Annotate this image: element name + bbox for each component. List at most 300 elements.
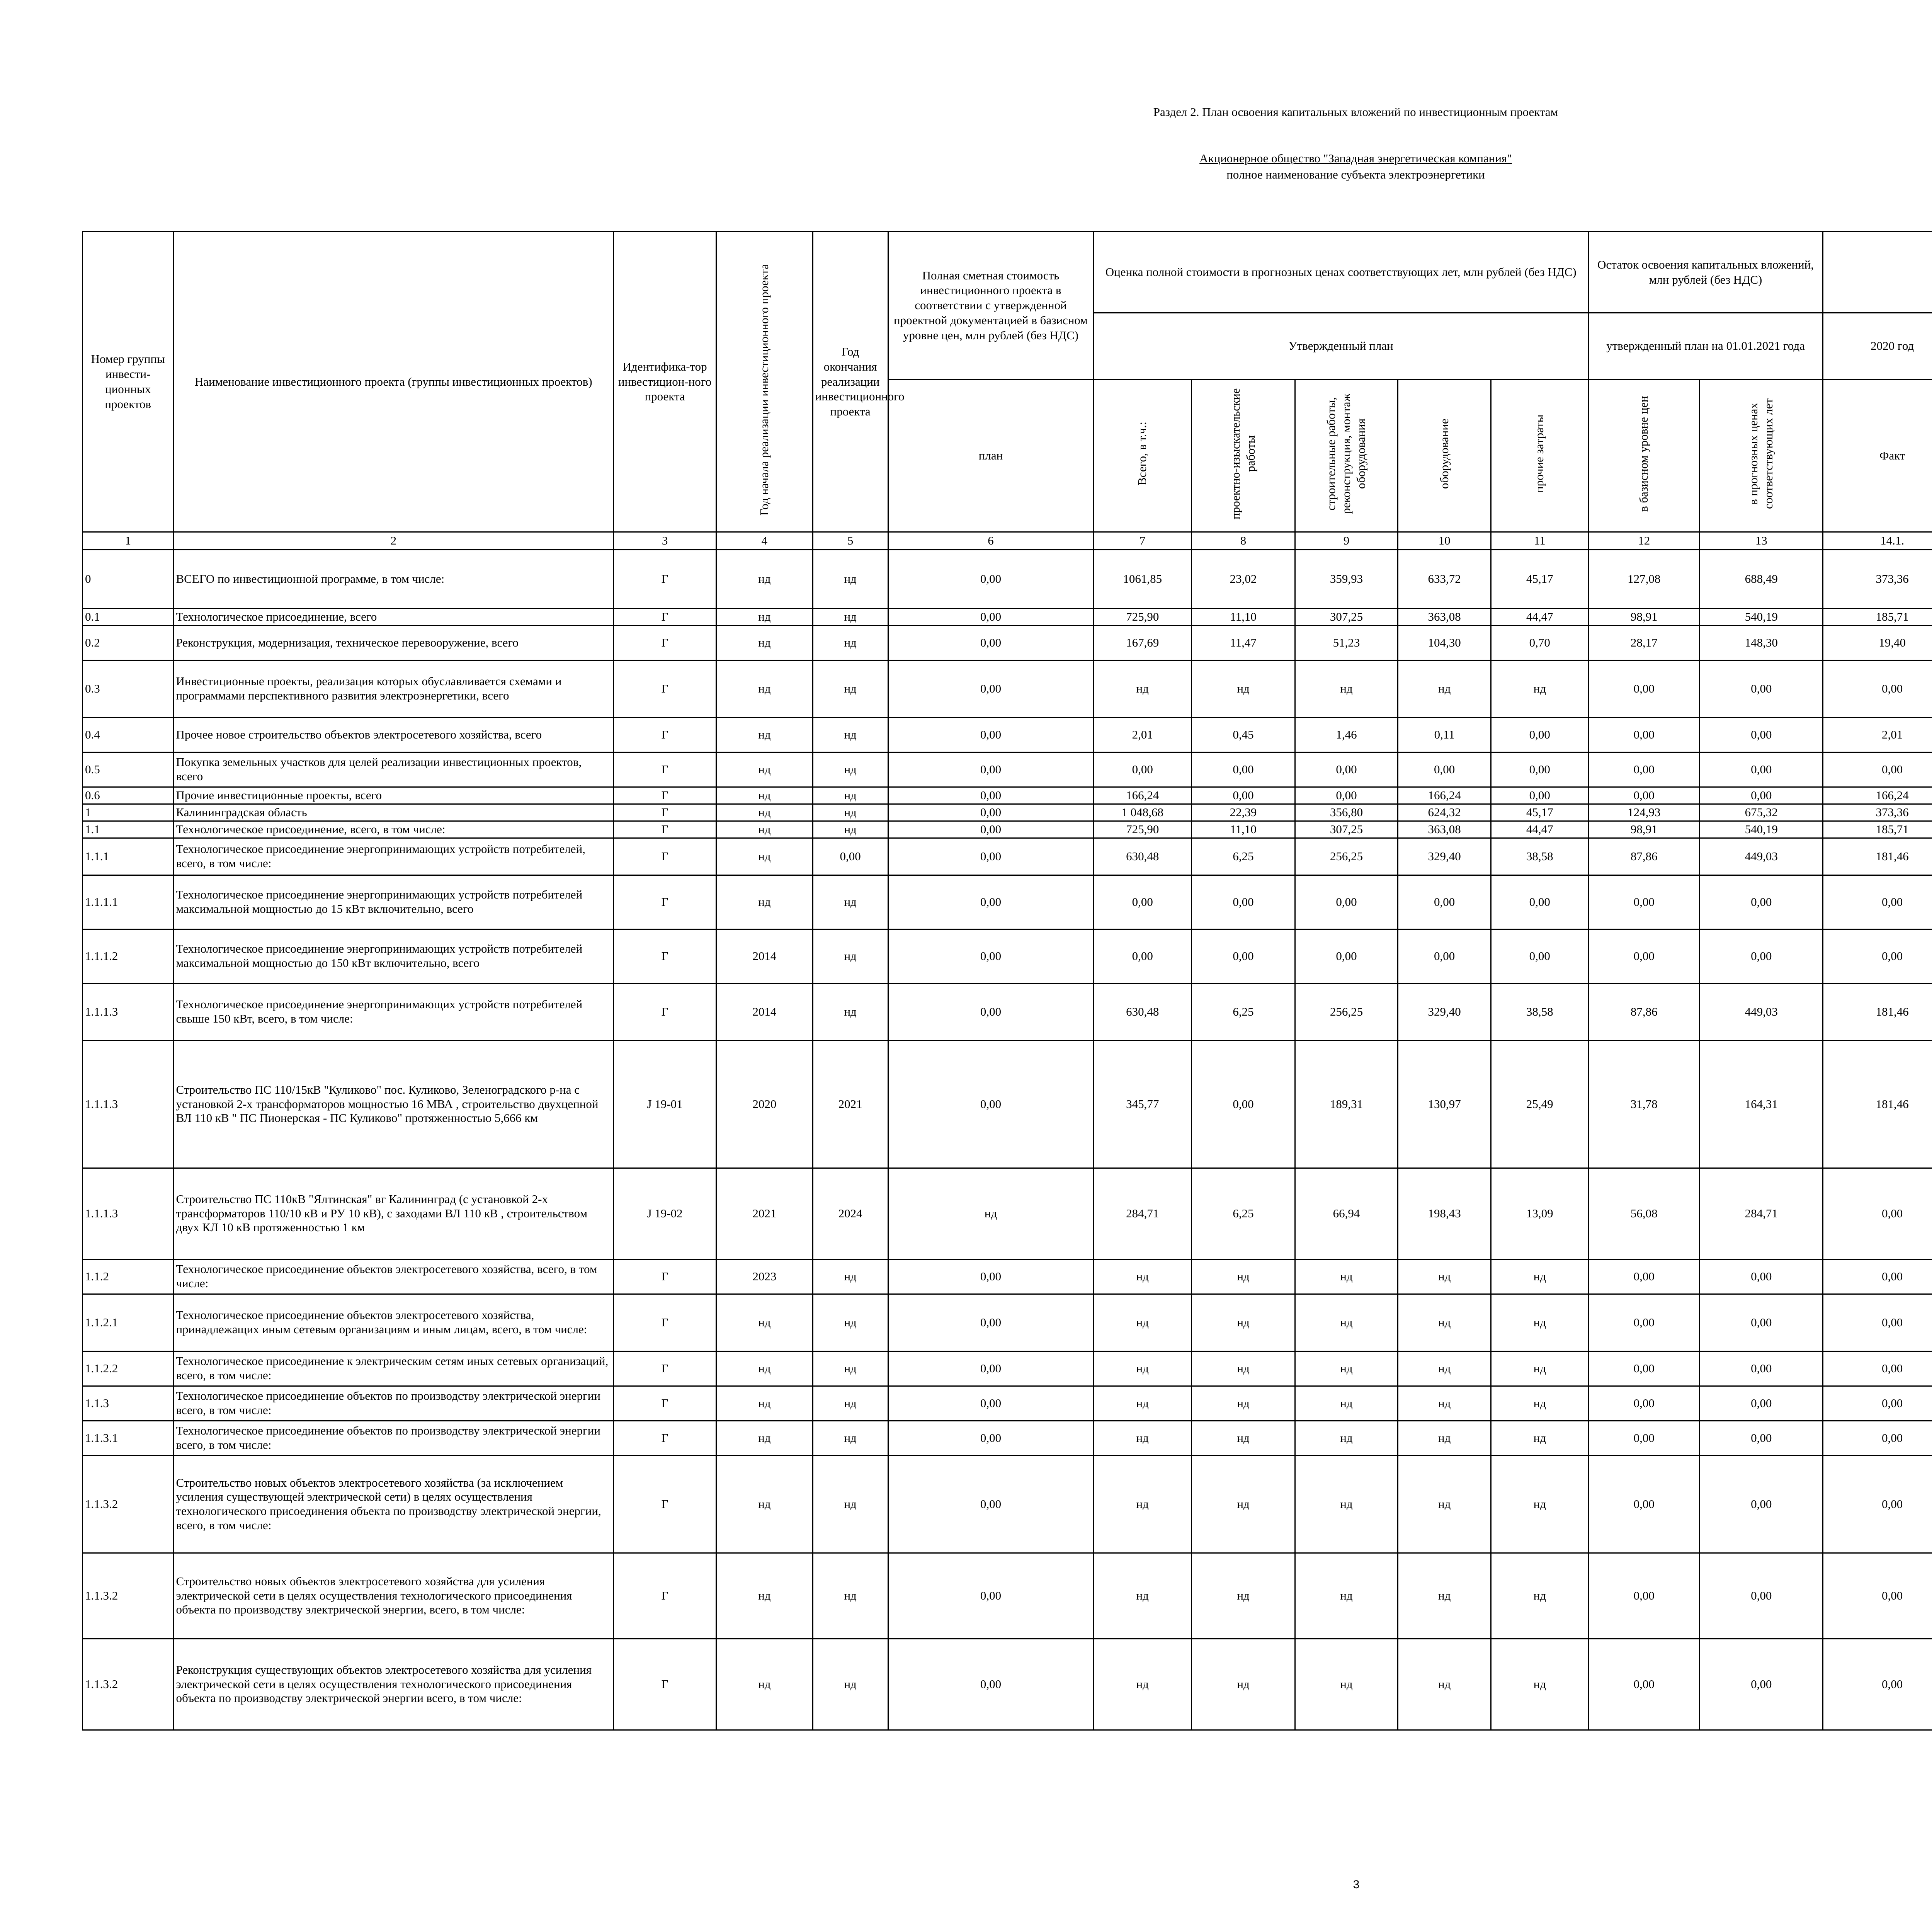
column-number: 9: [1295, 532, 1398, 550]
company-name: Акционерное общество "Западная энергетическая компания": [1199, 151, 1512, 165]
table-row: [83, 1168, 1932, 1259]
cell-full-cost-plan: 0,00: [888, 983, 1094, 1040]
cell-identifier: Г: [614, 1259, 716, 1294]
cell-est-other: нд: [1491, 1421, 1588, 1455]
cell-rem-base: 0,00: [1588, 717, 1700, 752]
cell-identifier: Г: [614, 660, 716, 717]
cell-row-number: 1: [83, 804, 173, 821]
cell-dev-2020-fact: 0,00: [1823, 1386, 1932, 1421]
cell-est-construction: 0,00: [1295, 752, 1398, 787]
cell-est-design: нд: [1192, 1639, 1295, 1730]
cell-row-number: 1.1.1.3: [83, 1168, 173, 1259]
cell-year-end: 2024: [813, 1168, 888, 1259]
cell-project-name: Технологическое присоединение объектов электросетевого хозяйства, принадлежащих иным сетевым организациям и иным лицам, всего, в том числе:: [173, 1294, 614, 1351]
cell-est-total: 0,00: [1094, 929, 1192, 983]
cell-row-number: 1.1.3.2: [83, 1553, 173, 1639]
cell-row-number: 1.1.1: [83, 838, 173, 875]
cell-est-design: 0,00: [1192, 929, 1295, 983]
column-number: 5: [813, 532, 888, 550]
cell-rem-forecast: 284,71: [1700, 1168, 1823, 1259]
cell-row-number: 0.2: [83, 625, 173, 660]
col-header-est-design: [1192, 380, 1295, 532]
cell-row-number: 1.1.2.1: [83, 1294, 173, 1351]
cell-year-end: нд: [813, 1639, 888, 1730]
cell-full-cost-plan: 0,00: [888, 1639, 1094, 1730]
cell-rem-forecast: 688,49: [1700, 550, 1823, 608]
column-numbers-row: [83, 532, 1932, 550]
column-number: 3: [614, 532, 716, 550]
cell-rem-forecast: 0,00: [1700, 1639, 1823, 1730]
cell-est-design: нд: [1192, 660, 1295, 717]
cell-identifier: Г: [614, 929, 716, 983]
cell-year-end: нд: [813, 1421, 888, 1455]
cell-row-number: 0: [83, 550, 173, 608]
col-header-est-other: [1491, 380, 1588, 532]
cell-est-other: 25,49: [1491, 1040, 1588, 1168]
cell-est-other: 0,00: [1491, 929, 1588, 983]
cell-dev-2020-fact: 0,00: [1823, 929, 1932, 983]
table-row: [83, 608, 1932, 625]
cell-rem-base: 0,00: [1588, 1639, 1700, 1730]
cell-est-equipment: 0,00: [1398, 929, 1491, 983]
cell-est-design: 0,00: [1192, 752, 1295, 787]
table-row: [83, 1455, 1932, 1553]
table-row: [83, 821, 1932, 838]
table-row: [83, 1259, 1932, 1294]
cell-est-other: 0,00: [1491, 717, 1588, 752]
column-number: 14.1.: [1823, 532, 1932, 550]
cell-rem-forecast: 540,19: [1700, 608, 1823, 625]
cell-rem-forecast: 0,00: [1700, 1259, 1823, 1294]
cell-year-start: нд: [716, 660, 813, 717]
cell-project-name: Технологическое присоединение энергопринимающих устройств потребителей максимальной мощностью до 150 кВт включительно, всего: [173, 929, 614, 983]
cell-est-other: нд: [1491, 1553, 1588, 1639]
cell-year-start: 2020: [716, 1040, 813, 1168]
cell-est-construction: 0,00: [1295, 875, 1398, 929]
cell-year-start: нд: [716, 1294, 813, 1351]
cell-rem-forecast: 148,30: [1700, 625, 1823, 660]
cell-est-design: нд: [1192, 1259, 1295, 1294]
cell-full-cost-plan: 0,00: [888, 550, 1094, 608]
cell-est-construction: 256,25: [1295, 838, 1398, 875]
cell-est-construction: 66,94: [1295, 1168, 1398, 1259]
cell-year-end: нд: [813, 821, 888, 838]
cell-project-name: Технологическое присоединение объектов электросетевого хозяйства, всего, в том числе:: [173, 1259, 614, 1294]
cell-project-name: Технологическое присоединение объектов по производству электрической энергии всего, в том числе:: [173, 1386, 614, 1421]
cell-identifier: Г: [614, 1386, 716, 1421]
cell-est-design: 11,47: [1192, 625, 1295, 660]
cell-year-start: 2014: [716, 983, 813, 1040]
cell-est-construction: 0,00: [1295, 929, 1398, 983]
cell-row-number: 1.1.1.2: [83, 929, 173, 983]
col-header-rem-base: [1588, 380, 1700, 532]
cell-est-equipment: нд: [1398, 1351, 1491, 1386]
cell-row-number: 0.5: [83, 752, 173, 787]
cell-year-start: нд: [716, 1455, 813, 1553]
cell-est-equipment: нд: [1398, 1386, 1491, 1421]
cell-rem-base: 28,17: [1588, 625, 1700, 660]
cell-identifier: Г: [614, 804, 716, 821]
cell-est-total: 630,48: [1094, 983, 1192, 1040]
cell-est-equipment: нд: [1398, 1553, 1491, 1639]
col-header-year-end: Год окончания реализации инвестиционного проекта: [813, 232, 888, 532]
cell-est-construction: нд: [1295, 1639, 1398, 1730]
col-header-estimate: Оценка полной стоимости в прогнозных ценах соответствующих лет, млн рублей (без НДС): [1094, 232, 1588, 313]
cell-est-other: нд: [1491, 1259, 1588, 1294]
cell-full-cost-plan: 0,00: [888, 1421, 1094, 1455]
cell-full-cost-plan: 0,00: [888, 717, 1094, 752]
cell-year-start: нд: [716, 821, 813, 838]
cell-rem-forecast: 449,03: [1700, 838, 1823, 875]
cell-est-other: нд: [1491, 1639, 1588, 1730]
col-header-est-construction: [1295, 380, 1398, 532]
column-number: 1: [83, 532, 173, 550]
cell-est-construction: 189,31: [1295, 1040, 1398, 1168]
cell-est-design: 11,10: [1192, 821, 1295, 838]
col-header-fact-2020: Факт: [1823, 380, 1932, 532]
cell-est-design: 0,00: [1192, 787, 1295, 804]
cell-full-cost-plan: 0,00: [888, 752, 1094, 787]
cell-est-equipment: 633,72: [1398, 550, 1491, 608]
col-header-full-cost-plan: план: [888, 380, 1094, 532]
cell-est-other: 44,47: [1491, 608, 1588, 625]
cell-project-name: Строительство новых объектов электросетевого хозяйства (за исключением усиления существующей электрической сети) в целях осуществления технологического присоединения объекта по производству электрической энергии, всего, в том числе:: [173, 1455, 614, 1553]
cell-est-construction: 0,00: [1295, 787, 1398, 804]
table-row: [83, 804, 1932, 821]
cell-full-cost-plan: нд: [888, 1168, 1094, 1259]
cell-year-end: нд: [813, 1294, 888, 1351]
cell-est-design: 22,39: [1192, 804, 1295, 821]
cell-full-cost-plan: 0,00: [888, 625, 1094, 660]
cell-full-cost-plan: 0,00: [888, 787, 1094, 804]
cell-dev-2020-fact: 19,40: [1823, 625, 1932, 660]
cell-year-start: нд: [716, 1639, 813, 1730]
cell-row-number: 0.3: [83, 660, 173, 717]
cell-rem-base: 0,00: [1588, 1259, 1700, 1294]
cell-year-end: нд: [813, 625, 888, 660]
cell-full-cost-plan: 0,00: [888, 1040, 1094, 1168]
cell-year-start: нд: [716, 1421, 813, 1455]
cell-est-total: нд: [1094, 660, 1192, 717]
cell-est-other: 0,00: [1491, 787, 1588, 804]
page-title: Раздел 2. План освоения капитальных вложений по инвестиционным проектам: [1153, 105, 1558, 119]
cell-est-equipment: нд: [1398, 1639, 1491, 1730]
cell-est-construction: 307,25: [1295, 821, 1398, 838]
cell-est-total: 725,90: [1094, 608, 1192, 625]
cell-rem-base: 0,00: [1588, 787, 1700, 804]
cell-est-equipment: 0,00: [1398, 875, 1491, 929]
cell-year-start: нд: [716, 752, 813, 787]
col-header-full-cost: Полная сметная стоимость инвестиционного проекта в соответствии с утвержденной проектной документацией в базисном уровне цен, млн рублей (без НДС): [888, 232, 1094, 380]
cell-year-start: 2014: [716, 929, 813, 983]
cell-row-number: 1.1.1.3: [83, 983, 173, 1040]
cell-est-total: нд: [1094, 1259, 1192, 1294]
cell-identifier: Г: [614, 1455, 716, 1553]
cell-row-number: 0.4: [83, 717, 173, 752]
cell-dev-2020-fact: 373,36: [1823, 550, 1932, 608]
table-row: [83, 838, 1932, 875]
cell-rem-base: 0,00: [1588, 660, 1700, 717]
cell-year-start: 2023: [716, 1259, 813, 1294]
cell-dev-2020-fact: 0,00: [1823, 660, 1932, 717]
cell-dev-2020-fact: 0,00: [1823, 1639, 1932, 1730]
cell-rem-base: 87,86: [1588, 838, 1700, 875]
cell-rem-forecast: 164,31: [1700, 1040, 1823, 1168]
cell-project-name: ВСЕГО по инвестиционной программе, в том числе:: [173, 550, 614, 608]
cell-project-name: Технологическое присоединение энергопринимающих устройств потребителей свыше 150 кВт, всего, в том числе:: [173, 983, 614, 1040]
cell-rem-base: 0,00: [1588, 1386, 1700, 1421]
col-header-year-start: [716, 232, 813, 532]
column-number: 10: [1398, 532, 1491, 550]
cell-est-construction: 356,80: [1295, 804, 1398, 821]
cell-est-equipment: 0,11: [1398, 717, 1491, 752]
cell-year-end: нд: [813, 787, 888, 804]
cell-project-name: Технологическое присоединение, всего, в том числе:: [173, 821, 614, 838]
cell-year-end: нд: [813, 875, 888, 929]
cell-row-number: 1.1.2.2: [83, 1351, 173, 1386]
cell-year-start: нд: [716, 787, 813, 804]
cell-est-other: 0,00: [1491, 752, 1588, 787]
table-row: [83, 875, 1932, 929]
cell-rem-base: 56,08: [1588, 1168, 1700, 1259]
cell-year-end: нд: [813, 1553, 888, 1639]
cell-est-total: нд: [1094, 1639, 1192, 1730]
cell-est-total: 345,77: [1094, 1040, 1192, 1168]
column-number: 11: [1491, 532, 1588, 550]
col-header-2020: 2020 год: [1823, 313, 1932, 380]
cell-est-design: нд: [1192, 1455, 1295, 1553]
cell-year-start: нд: [716, 838, 813, 875]
cell-identifier: Г: [614, 1553, 716, 1639]
cell-project-name: Калининградская область: [173, 804, 614, 821]
cell-identifier: Г: [614, 838, 716, 875]
cell-est-total: 725,90: [1094, 821, 1192, 838]
cell-dev-2020-fact: 181,46: [1823, 983, 1932, 1040]
cell-est-total: нд: [1094, 1386, 1192, 1421]
cell-rem-forecast: 540,19: [1700, 821, 1823, 838]
cell-dev-2020-fact: 373,36: [1823, 804, 1932, 821]
cell-rem-base: 0,00: [1588, 875, 1700, 929]
table-row: [83, 1386, 1932, 1421]
table-row: [83, 1351, 1932, 1386]
table-row: [83, 1553, 1932, 1639]
table-row: [83, 1421, 1932, 1455]
cell-identifier: Г: [614, 983, 716, 1040]
column-number: 2: [173, 532, 614, 550]
cell-est-total: 284,71: [1094, 1168, 1192, 1259]
cell-dev-2020-fact: 2,01: [1823, 717, 1932, 752]
cell-rem-forecast: 0,00: [1700, 1294, 1823, 1351]
cell-est-equipment: 624,32: [1398, 804, 1491, 821]
cell-est-other: 13,09: [1491, 1168, 1588, 1259]
cell-year-start: нд: [716, 875, 813, 929]
cell-year-end: нд: [813, 1259, 888, 1294]
cell-full-cost-plan: 0,00: [888, 929, 1094, 983]
cell-identifier: Г: [614, 875, 716, 929]
cell-full-cost-plan: 0,00: [888, 1553, 1094, 1639]
cell-full-cost-plan: 0,00: [888, 804, 1094, 821]
cell-est-other: 38,58: [1491, 983, 1588, 1040]
cell-full-cost-plan: 0,00: [888, 1455, 1094, 1553]
cell-dev-2020-fact: 181,46: [1823, 838, 1932, 875]
table-row: [83, 550, 1932, 608]
col-header-name: Наименование инвестиционного проекта (группы инвестиционных проектов): [173, 232, 614, 532]
cell-identifier: Г: [614, 625, 716, 660]
cell-identifier: Г: [614, 550, 716, 608]
cell-est-equipment: 104,30: [1398, 625, 1491, 660]
cell-row-number: 1.1.3.1: [83, 1421, 173, 1455]
cell-full-cost-plan: 0,00: [888, 660, 1094, 717]
cell-est-construction: нд: [1295, 1351, 1398, 1386]
cell-identifier: Г: [614, 717, 716, 752]
cell-est-equipment: 363,08: [1398, 608, 1491, 625]
cell-est-total: нд: [1094, 1351, 1192, 1386]
cell-project-name: Строительство ПС 110кВ "Ялтинская" вг Калининград (с установкой 2-х трансформаторов 110/10 кВ и РУ 10 кВ), с заходами ВЛ 110 кВ , строительством двух КЛ 10 кВ протяженностью 1 км: [173, 1168, 614, 1259]
cell-dev-2020-fact: 166,24: [1823, 787, 1932, 804]
cell-est-other: 45,17: [1491, 550, 1588, 608]
cell-rem-base: 0,00: [1588, 929, 1700, 983]
cell-year-start: нд: [716, 625, 813, 660]
cell-rem-forecast: 0,00: [1700, 1455, 1823, 1553]
cell-rem-forecast: 0,00: [1700, 787, 1823, 804]
cell-est-total: нд: [1094, 1421, 1192, 1455]
cell-dev-2020-fact: 0,00: [1823, 1421, 1932, 1455]
cell-rem-forecast: 0,00: [1700, 660, 1823, 717]
cell-year-end: нд: [813, 1386, 888, 1421]
cell-year-end: нд: [813, 717, 888, 752]
cell-rem-forecast: 0,00: [1700, 1351, 1823, 1386]
cell-rem-forecast: 0,00: [1700, 752, 1823, 787]
cell-year-end: 2021: [813, 1040, 888, 1168]
cell-est-total: 0,00: [1094, 752, 1192, 787]
cell-year-start: нд: [716, 550, 813, 608]
cell-year-end: нд: [813, 550, 888, 608]
cell-rem-forecast: 0,00: [1700, 1421, 1823, 1455]
cell-identifier: Г: [614, 1421, 716, 1455]
cell-est-construction: 51,23: [1295, 625, 1398, 660]
cell-est-equipment: 329,40: [1398, 838, 1491, 875]
col-header-rem-forecast-label: в прогнозных ценах соответствующих лет: [1747, 398, 1776, 509]
cell-full-cost-plan: 0,00: [888, 1386, 1094, 1421]
cell-est-construction: нд: [1295, 1294, 1398, 1351]
cell-project-name: Реконструкция существующих объектов электросетевого хозяйства для усиления электрической сети в целях осуществления технологического присоединения объекта по производству электрической энергии всего, в том числе:: [173, 1639, 614, 1730]
col-header-est-design-label: проектно-изыскательские работы: [1228, 388, 1257, 519]
cell-year-start: нд: [716, 608, 813, 625]
cell-year-end: нд: [813, 929, 888, 983]
cell-row-number: 1.1: [83, 821, 173, 838]
col-header-group-num: Номер группы инвести-ционных проектов: [83, 232, 173, 532]
column-number: 4: [716, 532, 813, 550]
cell-rem-forecast: 675,32: [1700, 804, 1823, 821]
col-header-year-start-label: Год начала реализации инвестиционного проекта: [757, 264, 771, 516]
table-row: [83, 983, 1932, 1040]
cell-est-construction: 307,25: [1295, 608, 1398, 625]
col-header-est-equipment-label: оборудование: [1437, 419, 1451, 489]
table-row: [83, 752, 1932, 787]
cell-identifier: Г: [614, 821, 716, 838]
cell-full-cost-plan: 0,00: [888, 1294, 1094, 1351]
cell-row-number: 0.1: [83, 608, 173, 625]
cell-project-name: Реконструкция, модернизация, техническое перевооружение, всего: [173, 625, 614, 660]
cell-project-name: Технологическое присоединение энергопринимающих устройств потребителей, всего, в том числе:: [173, 838, 614, 875]
cell-project-name: Технологическое присоединение энергопринимающих устройств потребителей максимальной мощностью до 15 кВт включительно, всего: [173, 875, 614, 929]
cell-rem-forecast: 0,00: [1700, 1553, 1823, 1639]
cell-est-total: нд: [1094, 1455, 1192, 1553]
cell-rem-forecast: 0,00: [1700, 717, 1823, 752]
cell-est-other: 0,00: [1491, 875, 1588, 929]
cell-rem-base: 0,00: [1588, 1421, 1700, 1455]
column-number: 12: [1588, 532, 1700, 550]
cell-dev-2020-fact: 0,00: [1823, 752, 1932, 787]
cell-row-number: 1.1.1.1: [83, 875, 173, 929]
table-row: [83, 1639, 1932, 1730]
cell-identifier: Г: [614, 752, 716, 787]
cell-est-design: нд: [1192, 1294, 1295, 1351]
cell-project-name: Технологическое присоединение объектов по производству электрической энергии всего, в том числе:: [173, 1421, 614, 1455]
cell-est-design: 11,10: [1192, 608, 1295, 625]
cell-full-cost-plan: 0,00: [888, 838, 1094, 875]
table-row: [83, 787, 1932, 804]
cell-dev-2020-fact: 185,71: [1823, 821, 1932, 838]
cell-est-equipment: нд: [1398, 1421, 1491, 1455]
cell-year-start: нд: [716, 1553, 813, 1639]
cell-rem-forecast: 0,00: [1700, 929, 1823, 983]
company-caption: полное наименование субъекта электроэнергетики: [1226, 168, 1485, 181]
col-header-est-total: [1094, 380, 1192, 532]
cell-est-design: нд: [1192, 1553, 1295, 1639]
column-number: 6: [888, 532, 1094, 550]
cell-est-total: 1 048,68: [1094, 804, 1192, 821]
col-header-rem-forecast: [1700, 380, 1823, 532]
cell-dev-2020-fact: 0,00: [1823, 1259, 1932, 1294]
cell-row-number: 1.1.3.2: [83, 1455, 173, 1553]
cell-est-construction: нд: [1295, 1421, 1398, 1455]
cell-dev-2020-fact: 0,00: [1823, 1351, 1932, 1386]
cell-project-name: Покупка земельных участков для целей реализации инвестиционных проектов, всего: [173, 752, 614, 787]
cell-rem-base: 87,86: [1588, 983, 1700, 1040]
cell-dev-2020-fact: 0,00: [1823, 1168, 1932, 1259]
cell-rem-base: 0,00: [1588, 1351, 1700, 1386]
col-header-remaining-sub: утвержденный план на 01.01.2021 года: [1588, 313, 1823, 380]
cell-year-end: нд: [813, 660, 888, 717]
cell-est-other: 0,70: [1491, 625, 1588, 660]
cell-est-total: 2,01: [1094, 717, 1192, 752]
cell-year-end: нд: [813, 608, 888, 625]
cell-year-start: 2021: [716, 1168, 813, 1259]
cell-rem-forecast: 0,00: [1700, 1386, 1823, 1421]
table-row: [83, 1040, 1932, 1168]
cell-full-cost-plan: 0,00: [888, 821, 1094, 838]
cell-rem-base: 124,93: [1588, 804, 1700, 821]
cell-identifier: J 19-01: [614, 1040, 716, 1168]
cell-est-total: нд: [1094, 1553, 1192, 1639]
cell-est-design: 0,00: [1192, 875, 1295, 929]
cell-rem-base: 0,00: [1588, 752, 1700, 787]
cell-est-construction: нд: [1295, 1455, 1398, 1553]
cell-rem-base: 0,00: [1588, 1553, 1700, 1639]
cell-rem-forecast: 449,03: [1700, 983, 1823, 1040]
col-header-rem-base-label: в базисном уровне цен: [1637, 396, 1651, 512]
cell-est-equipment: нд: [1398, 660, 1491, 717]
col-header-approved-plan: Утвержденный план: [1094, 313, 1588, 380]
cell-est-total: 630,48: [1094, 838, 1192, 875]
table-row: [83, 1294, 1932, 1351]
cell-est-construction: нд: [1295, 660, 1398, 717]
cell-rem-base: 0,00: [1588, 1294, 1700, 1351]
column-number: 13: [1700, 532, 1823, 550]
cell-full-cost-plan: 0,00: [888, 608, 1094, 625]
cell-est-equipment: 329,40: [1398, 983, 1491, 1040]
